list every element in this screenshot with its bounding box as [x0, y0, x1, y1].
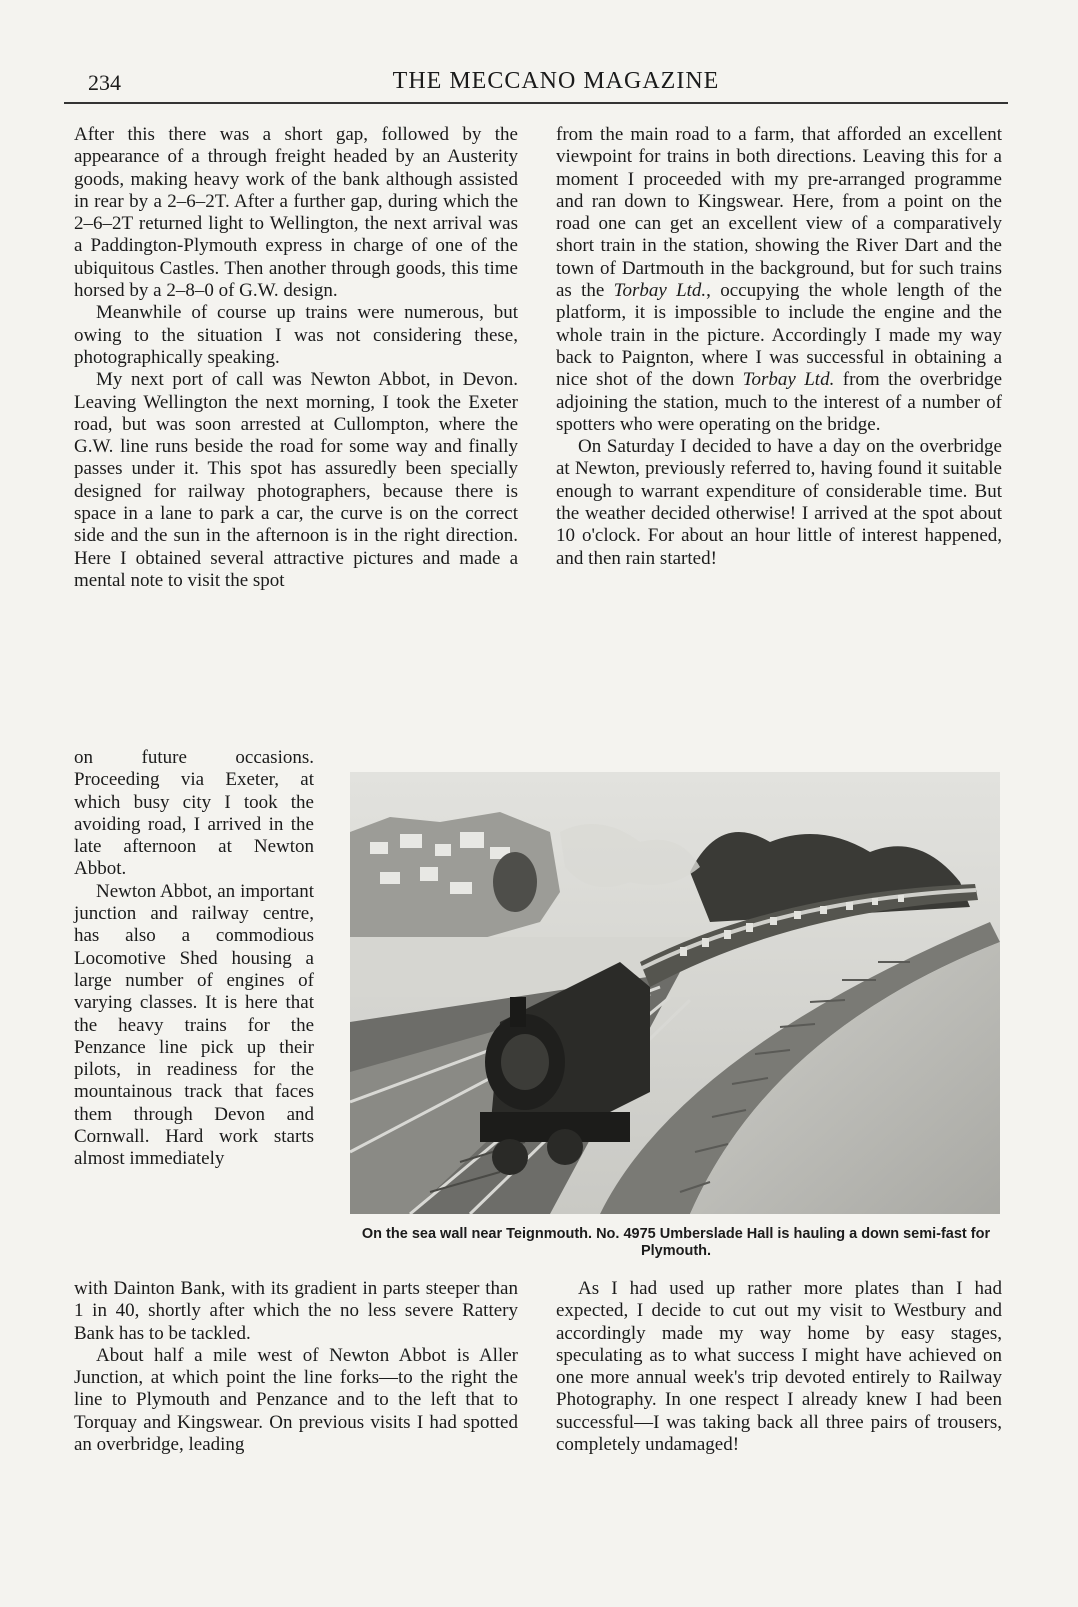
photo-caption: On the sea wall near Teignmouth. No. 4975 Umberslade Hall is hauling a down semi-fast for Plymouth.: [361, 1226, 991, 1259]
right-column-top: [556, 124, 1002, 570]
paragraph: My next port of call was Newton Abbot, in Devon. Leaving Wellington the next morning, I took the Exeter road, but was soon arrested at Cullompton, where the G.W. line runs beside the road for some way and finally passes under it. This spot has assuredly been specially designed for railway photographers, because there is space in a lane to park a car, the curve is on the correct side and the sun in the afternoon is in the right direction. Here I obtained several attractive pictures and made a mental note to visit the spot: [74, 369, 518, 591]
magazine-title: THE MECCANO MAGAZINE: [392, 68, 720, 94]
paragraph: Newton Abbot, an important junction and railway centre, has also a commodious Locomotive Shed housing a large number of engines of varying classes. It is here that the heavy trains for the Penzance line pick up their pilots, in readiness for the mountainous track that faces them through Devon and Cornwall. Hard work starts almost immediately: [74, 880, 314, 1170]
right-column-bottom: [556, 1278, 1002, 1456]
left-column-bottom: [74, 1278, 518, 1456]
page-number: 234: [88, 70, 121, 95]
paragraph: from the main road to a farm, that afforded an excellent viewpoint for trains in both directions. Leaving this for a moment I proceeded with my pre-arranged programme and ran down to Kingswear. Here, from a point on the road one can get an excellent view of a comparatively short train in the station, showing the River Dart and the town of Dartmouth in the background, but for such trains as the Torbay Ltd., occupying the whole length of the platform, it is impossible to include the engine and the whole train in the picture. Accordingly I made my way back to Paignton, where I was successful in obtaining a nice shot of the down Torbay Ltd. from the overbridge adjoining the station, much to the interest of a number of spotters who were operating on the bridge.: [556, 124, 1003, 435]
paragraph: on future occasions. Proceeding via Exeter, at which busy city I took the avoiding road, I arrived in the late afternoon at Newton Abbot.: [74, 747, 314, 880]
page-header: [64, 66, 1008, 104]
train-name: Torbay Ltd.: [742, 369, 835, 391]
paragraph: As I had used up rather more plates than I had expected, I decide to cut out my visit to Westbury and accordingly made my way home by easy stages, speculating as to what success I might have achieved on one more annual week's trip devoted entirely to Railway Photography. In one respect I already knew I had been successful—I was taking back all three pairs of trousers, completely undamaged!: [556, 1278, 1002, 1456]
paragraph: About half a mile west of Newton Abbot is Aller Junction, at which point the line forks—to the right the line to Plymouth and Penzance and to the left that to Torquay and Kingswear. On previous visits I had spotted an overbridge, leading: [74, 1344, 518, 1456]
paragraph: with Dainton Bank, with its gradient in parts steeper than 1 in 40, shortly after which the no less severe Rattery Bank has to be tackled.: [74, 1278, 518, 1344]
paragraph: On Saturday I decided to have a day on the overbridge at Newton, previously referred to, having found it suitable enough to warrant expenditure of considerable time. But the weather decided otherwise! I arrived at the spot about 10 o'clock. For about an hour little of interest happened, and then rain started!: [556, 436, 1002, 569]
paragraph: Meanwhile of course up trains were numerous, but owing to the situation I was not considering these, photographically speaking.: [74, 302, 518, 368]
left-column-top: [74, 124, 518, 592]
left-column-narrow: [74, 747, 314, 1171]
train-name: Torbay Ltd.: [613, 280, 707, 302]
paragraph: After this there was a short gap, followed by the appearance of a through freight headed by an Austerity goods, making heavy work of the bank although assisted in rear by a 2–6–2T. After a further gap, during which the 2–6–2T returned light to Wellington, the next arrival was a Paddington-Plymouth express in charge of one of the ubiquitous Castles. Then another through goods, this time horsed by a 2–8–0 of G.W. design.: [74, 124, 518, 302]
photograph-train-sea-wall: [350, 772, 1000, 1214]
